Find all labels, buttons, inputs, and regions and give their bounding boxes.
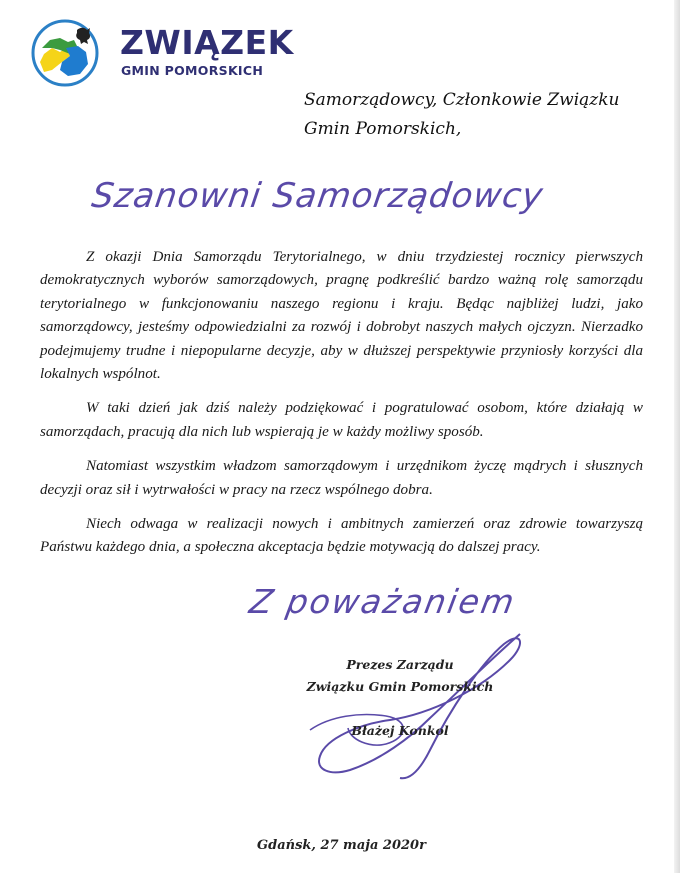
- logo: [30, 18, 294, 88]
- pomerania-map-logo-icon: [30, 18, 100, 88]
- handwritten-closing: Z poważaniem: [246, 582, 519, 621]
- letter-body: [40, 246, 643, 571]
- paragraph: W taki dzień jak dziś należy podziękować i pogratulować osobom, które działają w samorządach, pracują dla nich lub wspierają je w każdy możliwy sposób.: [40, 400, 643, 440]
- logo-name: ZWIĄZEK: [120, 23, 294, 62]
- page-edge-shadow: [674, 0, 680, 873]
- place-date: Gdańsk, 27 maja 2020r: [257, 838, 426, 853]
- signature: [290, 620, 550, 790]
- salutation: [304, 86, 620, 144]
- signer-title-line-2: Związku Gmin Pomorskich: [306, 679, 494, 694]
- signer-name: Błażej Konkol: [351, 723, 449, 738]
- paragraph: Z okazji Dnia Samorządu Terytorialnego, w dniu trzydziestej rocznicy pierwszych demokratycznych wyborów samorządowych, pragnę podkreślić bardzo ważną rolę samorządu terytorialnego w funkcjonowaniu naszego regionu i kraju. Będąc najbliżej ludzi, jako samorządowcy, jesteśmy odpowiedzialni za rozwój i dobrobyt naszych małych ojczyzn. Nierzadko podejmujemy trudne i niepopularne decyzje, aby w dłuższej perspektywie przyniosły korzyści dla lokalnych wspólnot.: [40, 249, 643, 383]
- salutation-line-1: Samorządowcy, Członkowie Związku: [304, 90, 620, 110]
- paragraph: Natomiast wszystkim władzom samorządowym i urzędnikom życzę mądrych i słusznych decyzji oraz sił i wytrwałości w pracy na rzecz wspólnego dobra.: [40, 458, 643, 498]
- signer-title-line-1: Prezes Zarządu: [346, 657, 454, 672]
- paragraph: Niech odwaga w realizacji nowych i ambitnych zamierzeń oraz zdrowie towarzyszą Państwu każdego dnia, a społeczna akceptacja będzie motywacją do dalszej pracy.: [40, 516, 643, 556]
- handwritten-greeting: Szanowni Samorządowcy: [89, 176, 547, 216]
- logo-subtitle: GMIN POMORSKICH: [121, 63, 264, 78]
- salutation-line-2: Gmin Pomorskich,: [304, 119, 462, 139]
- signer-title: [300, 654, 500, 698]
